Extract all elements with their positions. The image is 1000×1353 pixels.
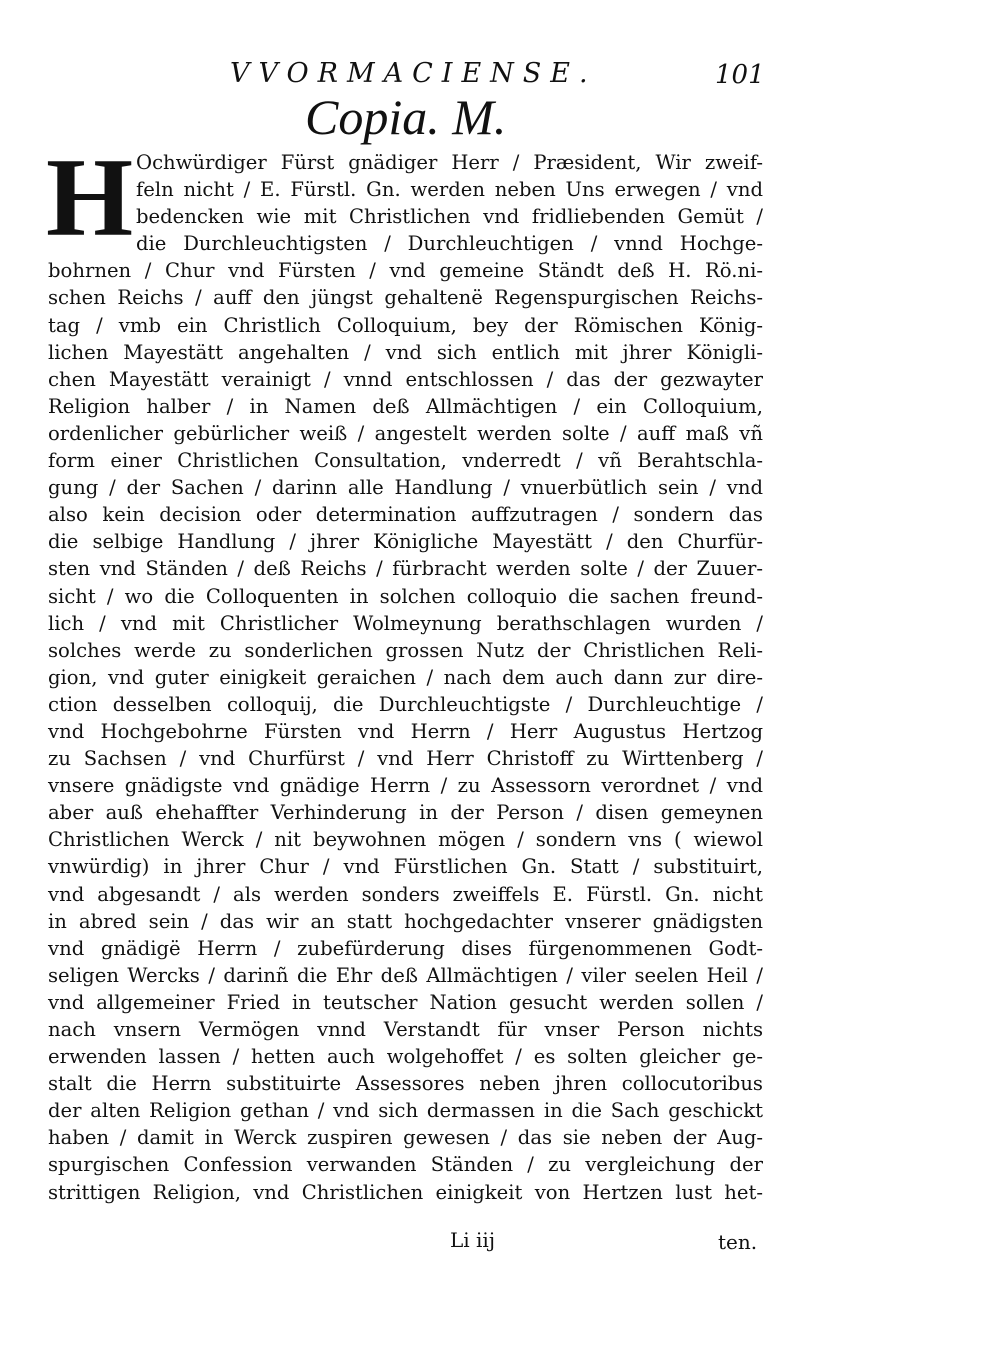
text-line: die selbige Handlung / jhrer Königliche Mayestätt / den Churfür- bbox=[48, 530, 763, 554]
text-line: vnd abgesandt / als werden sonders zweiffels E. Fürstl. Gn. nicht bbox=[48, 882, 763, 906]
text-line: form einer Christlichen Consultation, vnderredt / vñ Berahtschla- bbox=[48, 449, 763, 473]
text-line: der alten Religion gethan / vnd sich dermassen in die Sach geschickt bbox=[48, 1099, 763, 1123]
text-line: ction desselben colloquij, die Durchleuchtigste / Durchleuchtige / bbox=[48, 692, 763, 716]
text-line: vnd gnädigë Herrn / zubefürderung dises fürgenommenen Godt- bbox=[48, 936, 763, 960]
signature-mark: Li iij bbox=[450, 1228, 496, 1252]
text-line: lich / vnd mit Christlicher Wolmeynung berathschlagen wurden / bbox=[48, 611, 763, 635]
text-line: lichen Mayestätt angehalten / vnd sich entlich mit jhrer Königli- bbox=[48, 340, 763, 364]
text-line: spurgischen Confession verwanden Ständen / zu vergleichung der bbox=[48, 1153, 763, 1177]
text-line: sicht / wo die Colloquenten in solchen colloquio die sachen freund- bbox=[48, 584, 763, 608]
text-line: solches werde zu sonderlichen grossen Nutz der Christlichen Reli- bbox=[48, 638, 763, 662]
text-line: vnd Hochgebohrne Fürsten vnd Herrn / Herr Augustus Hertzog bbox=[48, 719, 763, 743]
text-line: Christlichen Werck / nit beywohnen mögen / sondern vns ( wiewol bbox=[48, 828, 763, 852]
page-number: 101 bbox=[715, 60, 765, 90]
text-line: seligen Wercks / darinñ die Ehr deß Allmächtigen / viler seelen Heil / bbox=[48, 963, 763, 987]
text-line: ordenlicher gebürlicher weiß / angestelt werden solte / auff maß vñ bbox=[48, 421, 763, 445]
text-line: bedencken wie mit Christlichen vnd fridliebenden Gemüt / bbox=[136, 205, 763, 229]
text-line: gion, vnd guter einigkeit geraichen / nach dem auch dann zur dire- bbox=[48, 665, 763, 689]
text-line: zu Sachsen / vnd Churfürst / vnd Herr Christoff zu Wirttenberg / bbox=[48, 747, 763, 771]
text-line: strittigen Religion, vnd Christlichen einigkeit von Hertzen lust het- bbox=[48, 1180, 763, 1204]
text-line: chen Mayestätt verainigt / vnnd entschlossen / das der gezwayter bbox=[48, 367, 763, 391]
text-line: sten vnd Ständen / deß Reichs / fürbracht werden solte / der Zuuer- bbox=[48, 557, 763, 581]
body-text bbox=[48, 149, 763, 1206]
text-line: Religion halber / in Namen deß Allmächtigen / ein Colloquium, bbox=[48, 394, 763, 418]
text-line: stalt die Herrn substituirte Assessores neben jhren collocutoribus bbox=[48, 1072, 763, 1096]
text-line: schen Reichs / auff den jüngst gehaltenë Regenspurgischen Reichs- bbox=[48, 286, 763, 310]
text-line: die Durchleuchtigsten / Durchleuchtigen / vnnd Hochge- bbox=[136, 232, 763, 256]
text-line: in abred sein / das wir an statt hochgedachter vnserer gnädigsten bbox=[48, 909, 763, 933]
text-line: aber auß ehehaffter Verhinderung in der Person / disen gemeynen bbox=[48, 801, 763, 825]
text-line: tag / vmb ein Christlich Colloquium, bey der Römischen König- bbox=[48, 313, 763, 337]
text-line: erwenden lassen / hetten auch wolgehoffet / es solten gleicher ge- bbox=[48, 1045, 763, 1069]
text-line: haben / damit in Werck zuspiren gewesen / das sie neben der Aug- bbox=[48, 1126, 763, 1150]
decorated-initial: H bbox=[46, 136, 134, 260]
text-line: vnd allgemeiner Fried in teutscher Nation gesucht werden sollen / bbox=[48, 990, 763, 1014]
text-line: Ochwürdiger Fürst gnädiger Herr / Præsident, Wir zweif- bbox=[136, 151, 763, 174]
text-line: also kein decision oder determination auffzutragen / sondern das bbox=[48, 503, 763, 527]
catchword: ten. bbox=[718, 1230, 758, 1254]
text-line: nach vnsern Vermögen vnnd Verstandt für vnser Person nichts bbox=[48, 1018, 763, 1041]
text-line: vnwürdig) in jhrer Chur / vnd Fürstlichen Gn. Statt / substituirt, bbox=[48, 855, 763, 879]
section-heading: Copia. M. bbox=[305, 89, 507, 145]
running-head: VVORMACIENSE. bbox=[230, 58, 597, 89]
text-line: gung / der Sachen / darinn alle Handlung / vnuerbütlich sein / vnd bbox=[48, 476, 763, 500]
text-line: vnsere gnädigste vnd gnädige Herrn / zu Assessorn verordnet / vnd bbox=[48, 774, 763, 798]
text-line: feln nicht / E. Fürstl. Gn. werden neben Uns erwegen / vnd bbox=[136, 178, 763, 202]
text-line: bohrnen / Chur vnd Fürsten / vnd gemeine Ständt deß H. Rö.ni- bbox=[48, 259, 763, 283]
